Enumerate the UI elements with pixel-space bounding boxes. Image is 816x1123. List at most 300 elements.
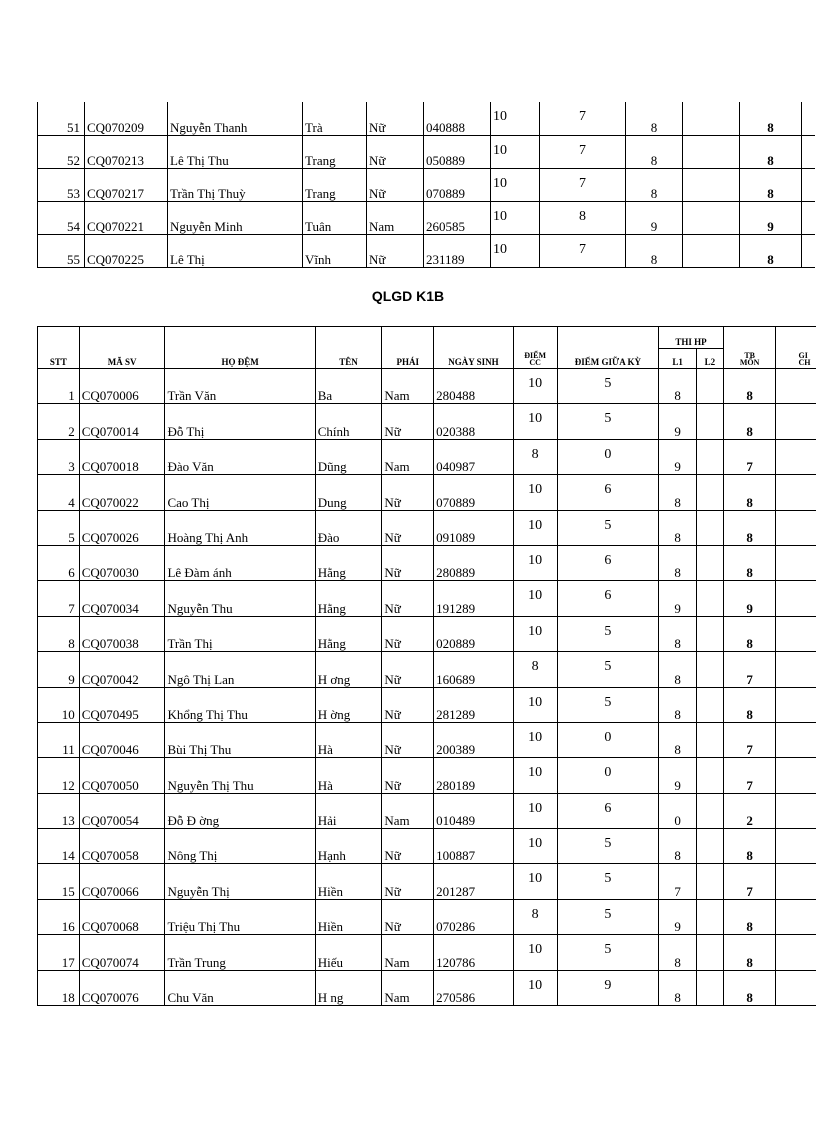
cell-stt: 10 xyxy=(38,687,80,722)
cell-ma-sv: CQ070014 xyxy=(79,404,165,439)
cell-ghi-chu xyxy=(802,201,815,234)
cell-ghi-chu xyxy=(776,652,816,687)
cell-phai: Nữ xyxy=(382,616,434,651)
cell-tb-mon: 9 xyxy=(723,581,776,616)
cell-tb-mon: 8 xyxy=(723,545,776,580)
cell-ho-dem: Triệu Thị Thu xyxy=(165,899,315,934)
cell-ma-sv: CQ070006 xyxy=(79,369,165,404)
cell-diem-cc: 8 xyxy=(513,899,557,934)
cell-ho-dem: Nguyễn Thanh xyxy=(168,102,303,135)
cell-diem-giua-ky: 5 xyxy=(557,616,659,651)
cell-ho-dem: Hoàng Thị Anh xyxy=(165,510,315,545)
cell-l2 xyxy=(696,652,723,687)
cell-stt: 9 xyxy=(38,652,80,687)
col-header-diem-cc xyxy=(513,327,557,369)
cell-l1: 7 xyxy=(659,864,697,899)
cell-ghi-chu xyxy=(776,935,816,970)
cell-ngay-sinh: 280189 xyxy=(434,758,514,793)
cell-ngay-sinh: 191289 xyxy=(434,581,514,616)
cell-ho-dem: Trần Thị Thuỳ xyxy=(168,168,303,201)
cell-ten: Hiền xyxy=(315,899,382,934)
cell-phai: Nam xyxy=(382,793,434,828)
cell-diem-giua-ky: 5 xyxy=(557,369,659,404)
cell-ten: Trà xyxy=(303,102,367,135)
cell-stt: 16 xyxy=(38,899,80,934)
cell-ma-sv: CQ070221 xyxy=(85,201,168,234)
cell-l1: 8 xyxy=(659,369,697,404)
cell-ngay-sinh: 120786 xyxy=(434,935,514,970)
cell-ngay-sinh: 050889 xyxy=(424,135,491,168)
cell-ngay-sinh: 200389 xyxy=(434,722,514,757)
cell-ho-dem: Lê Thị Thu xyxy=(168,135,303,168)
table-row xyxy=(38,722,816,757)
cell-diem-giua-ky: 5 xyxy=(557,899,659,934)
cell-stt: 5 xyxy=(38,510,80,545)
cell-ten: H ờng xyxy=(315,687,382,722)
cell-ngay-sinh: 070889 xyxy=(434,475,514,510)
cell-diem-cc: 10 xyxy=(513,545,557,580)
cell-l1: 8 xyxy=(659,475,697,510)
cell-ma-sv: CQ070022 xyxy=(79,475,165,510)
cell-ma-sv: CQ070495 xyxy=(79,687,165,722)
cell-diem-cc: 10 xyxy=(513,722,557,757)
cell-ten: Chính xyxy=(315,404,382,439)
cell-diem-giua-ky: 0 xyxy=(557,722,659,757)
cell-l1: 8 xyxy=(626,168,683,201)
cell-ten: H ng xyxy=(315,970,382,1005)
cell-ghi-chu xyxy=(776,581,816,616)
cell-ho-dem: Cao Thị xyxy=(165,475,315,510)
col-header-ghi-chu xyxy=(776,327,816,369)
col-header-l1: L1 xyxy=(659,349,697,369)
cell-l1: 9 xyxy=(626,201,683,234)
cell-ho-dem: Lê Thị xyxy=(168,234,303,267)
cell-ma-sv: CQ070018 xyxy=(79,439,165,474)
cell-ho-dem: Lê Đàm ánh xyxy=(165,545,315,580)
cell-ho-dem: Trần Văn xyxy=(165,369,315,404)
cell-ho-dem: Nông Thị xyxy=(165,829,315,864)
cell-ghi-chu xyxy=(776,793,816,828)
cell-stt: 2 xyxy=(38,404,80,439)
cell-phai: Nữ xyxy=(382,545,434,580)
cell-diem-cc: 10 xyxy=(513,369,557,404)
cell-l2 xyxy=(683,135,740,168)
cell-phai: Nam xyxy=(367,201,424,234)
grade-table-header xyxy=(38,327,816,369)
cell-phai: Nữ xyxy=(367,135,424,168)
cell-ma-sv: CQ070050 xyxy=(79,758,165,793)
cell-diem-cc: 10 xyxy=(491,135,540,168)
cell-tb-mon: 9 xyxy=(740,201,802,234)
cell-ghi-chu xyxy=(776,510,816,545)
cell-phai: Nam xyxy=(382,369,434,404)
cell-ten: Hiếu xyxy=(315,935,382,970)
cell-ho-dem: Ngô Thị Lan xyxy=(165,652,315,687)
cell-ma-sv: CQ070217 xyxy=(85,168,168,201)
cell-ma-sv: CQ070046 xyxy=(79,722,165,757)
cell-stt: 54 xyxy=(38,201,85,234)
cell-tb-mon: 8 xyxy=(723,475,776,510)
cell-ghi-chu xyxy=(776,722,816,757)
table-row xyxy=(38,581,816,616)
table-row xyxy=(38,135,815,168)
cell-ngay-sinh: 280488 xyxy=(434,369,514,404)
cell-diem-cc: 10 xyxy=(491,201,540,234)
cell-l1: 9 xyxy=(659,899,697,934)
cell-tb-mon: 8 xyxy=(723,935,776,970)
cell-ngay-sinh: 091089 xyxy=(434,510,514,545)
cell-tb-mon: 2 xyxy=(723,793,776,828)
cell-stt: 17 xyxy=(38,935,80,970)
cell-diem-cc: 10 xyxy=(513,475,557,510)
cell-l2 xyxy=(683,201,740,234)
cell-ngay-sinh: 281289 xyxy=(434,687,514,722)
cell-tb-mon: 7 xyxy=(723,864,776,899)
cell-diem-cc: 10 xyxy=(513,687,557,722)
cell-diem-giua-ky: 5 xyxy=(557,864,659,899)
cell-ten: Trang xyxy=(303,168,367,201)
cell-diem-giua-ky: 7 xyxy=(540,135,626,168)
cell-ten: Ba xyxy=(315,369,382,404)
cell-stt: 51 xyxy=(38,102,85,135)
cell-ma-sv: CQ070034 xyxy=(79,581,165,616)
cell-l2 xyxy=(683,168,740,201)
cell-l1: 8 xyxy=(659,616,697,651)
cell-diem-giua-ky: 5 xyxy=(557,652,659,687)
cell-ghi-chu xyxy=(776,687,816,722)
col-header-diem-cc-line1: ĐIỂM xyxy=(524,351,547,361)
table-row xyxy=(38,793,816,828)
cell-stt: 8 xyxy=(38,616,80,651)
cell-ghi-chu xyxy=(776,616,816,651)
cell-l2 xyxy=(683,234,740,267)
grade-table xyxy=(37,326,816,1006)
cell-ghi-chu xyxy=(776,899,816,934)
cell-ghi-chu xyxy=(802,102,815,135)
table-row xyxy=(38,234,815,267)
cell-l2 xyxy=(696,687,723,722)
cell-ho-dem: Nguyễn Thị Thu xyxy=(165,758,315,793)
cell-ngay-sinh: 260585 xyxy=(424,201,491,234)
col-header-tb-line2: MÔN xyxy=(739,358,760,368)
cell-ho-dem: Khổng Thị Thu xyxy=(165,687,315,722)
cell-tb-mon: 7 xyxy=(723,652,776,687)
cell-ma-sv: CQ070026 xyxy=(79,510,165,545)
col-header-ten: TÊN xyxy=(315,327,382,369)
cell-tb-mon: 7 xyxy=(723,439,776,474)
cell-diem-cc: 10 xyxy=(513,404,557,439)
cell-ma-sv: CQ070074 xyxy=(79,935,165,970)
cell-diem-cc: 10 xyxy=(513,510,557,545)
cell-ngay-sinh: 040987 xyxy=(434,439,514,474)
cell-diem-cc: 8 xyxy=(513,652,557,687)
cell-l1: 8 xyxy=(659,722,697,757)
cell-stt: 1 xyxy=(38,369,80,404)
cell-diem-giua-ky: 5 xyxy=(557,687,659,722)
cell-ngay-sinh: 201287 xyxy=(434,864,514,899)
cell-diem-cc: 10 xyxy=(513,935,557,970)
cell-ma-sv: CQ070042 xyxy=(79,652,165,687)
cell-ghi-chu xyxy=(802,135,815,168)
cell-diem-cc: 10 xyxy=(513,864,557,899)
cell-l2 xyxy=(696,510,723,545)
cell-ngay-sinh: 020889 xyxy=(434,616,514,651)
cell-diem-cc: 10 xyxy=(513,616,557,651)
cell-ma-sv: CQ070225 xyxy=(85,234,168,267)
cell-ho-dem: Đào Văn xyxy=(165,439,315,474)
cell-ten: Vĩnh xyxy=(303,234,367,267)
cell-tb-mon: 8 xyxy=(723,687,776,722)
cell-ma-sv: CQ070058 xyxy=(79,829,165,864)
col-header-ngay-sinh: NGÀY SINH xyxy=(434,327,514,369)
col-header-l2: L2 xyxy=(696,349,723,369)
cell-phai: Nữ xyxy=(367,234,424,267)
cell-tb-mon: 8 xyxy=(740,168,802,201)
cell-diem-cc: 8 xyxy=(513,439,557,474)
cell-l1: 8 xyxy=(659,687,697,722)
cell-phai: Nữ xyxy=(382,404,434,439)
cell-ten: Dung xyxy=(315,475,382,510)
cell-phai: Nam xyxy=(382,935,434,970)
cell-ngay-sinh: 070889 xyxy=(424,168,491,201)
cell-ten: Trang xyxy=(303,135,367,168)
cell-tb-mon: 8 xyxy=(740,234,802,267)
table-row xyxy=(38,102,815,135)
cell-diem-giua-ky: 0 xyxy=(557,758,659,793)
col-header-ma-sv: MÃ SV xyxy=(79,327,165,369)
cell-ten: Hải xyxy=(315,793,382,828)
cell-phai: Nữ xyxy=(382,581,434,616)
cell-l2 xyxy=(696,722,723,757)
cell-diem-cc: 10 xyxy=(491,102,540,135)
cell-tb-mon: 8 xyxy=(740,135,802,168)
cell-ma-sv: CQ070054 xyxy=(79,793,165,828)
cell-ghi-chu xyxy=(776,545,816,580)
table-row xyxy=(38,369,816,404)
cell-ho-dem: Trần Thị xyxy=(165,616,315,651)
cell-stt: 53 xyxy=(38,168,85,201)
table-row xyxy=(38,935,816,970)
cell-phai: Nam xyxy=(382,439,434,474)
col-header-thi-hp: THI HP xyxy=(659,327,724,349)
cell-ghi-chu xyxy=(776,864,816,899)
cell-ho-dem: Trần Trung xyxy=(165,935,315,970)
cell-stt: 14 xyxy=(38,829,80,864)
cell-ho-dem: Bùi Thị Thu xyxy=(165,722,315,757)
cell-ho-dem: Đỗ Thị xyxy=(165,404,315,439)
cell-l2 xyxy=(696,439,723,474)
cell-phai: Nữ xyxy=(382,652,434,687)
cell-ghi-chu xyxy=(802,234,815,267)
cell-l2 xyxy=(696,864,723,899)
cell-diem-giua-ky: 9 xyxy=(557,970,659,1005)
cell-l2 xyxy=(696,545,723,580)
continuation-table-body xyxy=(38,102,815,267)
cell-l2 xyxy=(696,369,723,404)
col-header-phai: PHÁI xyxy=(382,327,434,369)
cell-diem-cc: 10 xyxy=(513,581,557,616)
col-header-gc-line1: GI xyxy=(798,351,808,361)
table-row xyxy=(38,404,816,439)
cell-tb-mon: 8 xyxy=(723,829,776,864)
cell-ngay-sinh: 070286 xyxy=(434,899,514,934)
table-row xyxy=(38,687,816,722)
cell-diem-giua-ky: 6 xyxy=(557,581,659,616)
cell-stt: 6 xyxy=(38,545,80,580)
cell-l2 xyxy=(696,404,723,439)
cell-phai: Nữ xyxy=(382,758,434,793)
col-header-tb-mon xyxy=(723,327,776,369)
cell-ho-dem: Chu Văn xyxy=(165,970,315,1005)
col-header-ho-dem: HỌ ĐỆM xyxy=(165,327,315,369)
cell-l1: 9 xyxy=(659,439,697,474)
col-header-diem-giua-ky: ĐIỂM GIỮA KỲ xyxy=(557,327,659,369)
table-row xyxy=(38,510,816,545)
cell-ghi-chu xyxy=(776,970,816,1005)
cell-l2 xyxy=(696,581,723,616)
cell-diem-giua-ky: 6 xyxy=(557,545,659,580)
cell-diem-giua-ky: 6 xyxy=(557,793,659,828)
cell-ma-sv: CQ070213 xyxy=(85,135,168,168)
cell-ten: Hà xyxy=(315,722,382,757)
cell-l1: 8 xyxy=(659,829,697,864)
cell-stt: 4 xyxy=(38,475,80,510)
cell-stt: 11 xyxy=(38,722,80,757)
cell-tb-mon: 7 xyxy=(723,722,776,757)
cell-phai: Nam xyxy=(382,970,434,1005)
cell-diem-cc: 10 xyxy=(513,758,557,793)
cell-l1: 8 xyxy=(626,102,683,135)
cell-ho-dem: Nguyễn Thị xyxy=(165,864,315,899)
cell-l2 xyxy=(696,616,723,651)
cell-stt: 13 xyxy=(38,793,80,828)
cell-ghi-chu xyxy=(776,758,816,793)
cell-diem-cc: 10 xyxy=(491,234,540,267)
cell-ten: Hạnh xyxy=(315,829,382,864)
cell-ten: Hằng xyxy=(315,616,382,651)
cell-l2 xyxy=(696,758,723,793)
cell-ngay-sinh: 270586 xyxy=(434,970,514,1005)
cell-ghi-chu xyxy=(776,369,816,404)
cell-l1: 8 xyxy=(659,545,697,580)
table-row xyxy=(38,439,816,474)
cell-l2 xyxy=(696,899,723,934)
cell-l1: 9 xyxy=(659,758,697,793)
cell-ten: Hằng xyxy=(315,581,382,616)
cell-tb-mon: 8 xyxy=(723,510,776,545)
cell-stt: 18 xyxy=(38,970,80,1005)
cell-ngay-sinh: 020388 xyxy=(434,404,514,439)
cell-ngay-sinh: 160689 xyxy=(434,652,514,687)
cell-diem-cc: 10 xyxy=(513,970,557,1005)
cell-l1: 8 xyxy=(626,135,683,168)
cell-phai: Nữ xyxy=(382,510,434,545)
cell-phai: Nữ xyxy=(382,899,434,934)
cell-tb-mon: 8 xyxy=(723,970,776,1005)
cell-l1: 8 xyxy=(659,935,697,970)
cell-l2 xyxy=(696,475,723,510)
cell-ho-dem: Nguyễn Thu xyxy=(165,581,315,616)
cell-diem-cc: 10 xyxy=(491,168,540,201)
col-header-diem-cc-line2: CC xyxy=(529,358,541,368)
cell-stt: 12 xyxy=(38,758,80,793)
cell-ngay-sinh: 280889 xyxy=(434,545,514,580)
col-header-gc-line2: CH xyxy=(798,358,811,368)
cell-ten: Tuân xyxy=(303,201,367,234)
table-row xyxy=(38,758,816,793)
cell-ten: Hà xyxy=(315,758,382,793)
cell-phai: Nữ xyxy=(367,168,424,201)
cell-ma-sv: CQ070068 xyxy=(79,899,165,934)
cell-ho-dem: Nguyễn Minh xyxy=(168,201,303,234)
cell-diem-giua-ky: 8 xyxy=(540,201,626,234)
cell-ma-sv: CQ070030 xyxy=(79,545,165,580)
cell-l1: 9 xyxy=(659,581,697,616)
table-row xyxy=(38,168,815,201)
cell-ngay-sinh: 100887 xyxy=(434,829,514,864)
cell-ghi-chu xyxy=(776,475,816,510)
cell-phai: Nữ xyxy=(382,687,434,722)
cell-l2 xyxy=(696,793,723,828)
cell-tb-mon: 8 xyxy=(723,616,776,651)
cell-diem-giua-ky: 5 xyxy=(557,935,659,970)
cell-ngay-sinh: 010489 xyxy=(434,793,514,828)
col-header-tb-line1: TB xyxy=(744,351,755,361)
cell-l1: 8 xyxy=(626,234,683,267)
cell-l2 xyxy=(683,102,740,135)
cell-diem-giua-ky: 6 xyxy=(557,475,659,510)
cell-ho-dem: Đỗ Đ ờng xyxy=(165,793,315,828)
cell-ma-sv: CQ070038 xyxy=(79,616,165,651)
cell-stt: 52 xyxy=(38,135,85,168)
cell-ghi-chu xyxy=(802,168,815,201)
cell-diem-giua-ky: 5 xyxy=(557,404,659,439)
cell-l1: 8 xyxy=(659,510,697,545)
cell-diem-giua-ky: 7 xyxy=(540,102,626,135)
cell-stt: 15 xyxy=(38,864,80,899)
cell-l1: 8 xyxy=(659,970,697,1005)
table-row xyxy=(38,899,816,934)
cell-ghi-chu xyxy=(776,829,816,864)
cell-ma-sv: CQ070076 xyxy=(79,970,165,1005)
cell-ten: Hiền xyxy=(315,864,382,899)
cell-ten: H ơng xyxy=(315,652,382,687)
cell-l2 xyxy=(696,970,723,1005)
cell-diem-cc: 10 xyxy=(513,793,557,828)
table-row xyxy=(38,829,816,864)
cell-tb-mon: 8 xyxy=(723,404,776,439)
table-row xyxy=(38,864,816,899)
cell-tb-mon: 7 xyxy=(723,758,776,793)
cell-ma-sv: CQ070066 xyxy=(79,864,165,899)
table-row xyxy=(38,616,816,651)
table-row xyxy=(38,652,816,687)
cell-ngay-sinh: 231189 xyxy=(424,234,491,267)
cell-tb-mon: 8 xyxy=(723,899,776,934)
cell-phai: Nữ xyxy=(367,102,424,135)
cell-diem-giua-ky: 7 xyxy=(540,234,626,267)
continuation-table xyxy=(37,102,815,268)
section-title: QLGD K1B xyxy=(371,288,445,304)
cell-ghi-chu xyxy=(776,404,816,439)
table-row xyxy=(38,545,816,580)
cell-phai: Nữ xyxy=(382,475,434,510)
cell-phai: Nữ xyxy=(382,722,434,757)
cell-stt: 7 xyxy=(38,581,80,616)
cell-l1: 8 xyxy=(659,652,697,687)
cell-diem-giua-ky: 0 xyxy=(557,439,659,474)
cell-diem-giua-ky: 5 xyxy=(557,510,659,545)
